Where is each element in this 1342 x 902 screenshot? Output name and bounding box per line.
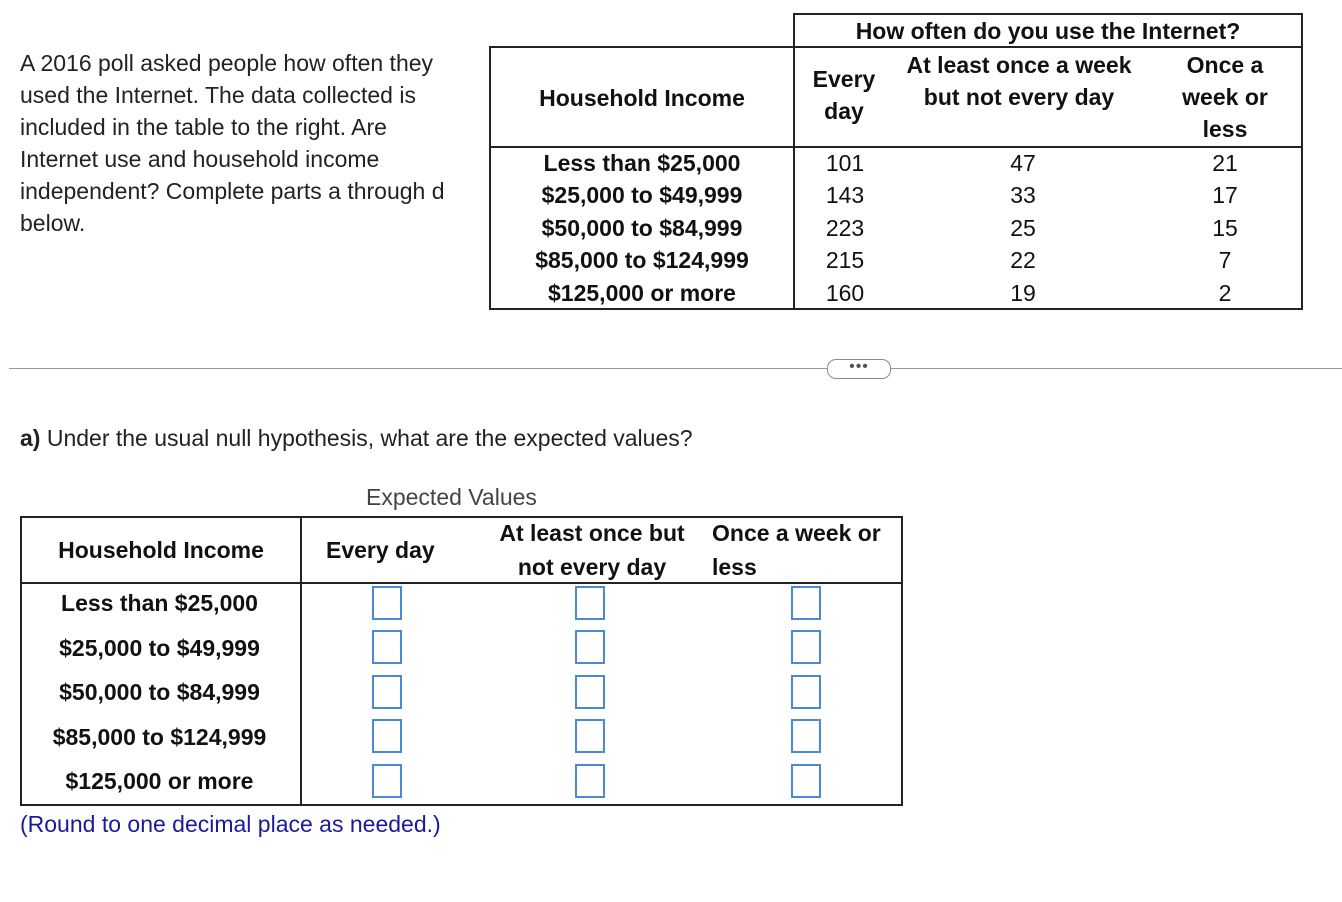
observed-col-rarely: Once a week or less xyxy=(1182,52,1268,142)
observed-row-label: $125,000 or more xyxy=(548,280,736,306)
expected-row-label: $125,000 or more xyxy=(65,768,254,794)
observed-value: 215 xyxy=(825,247,865,273)
expected-input-every-day[interactable] xyxy=(372,630,402,664)
expected-input-every-day[interactable] xyxy=(372,675,402,709)
observed-value: 33 xyxy=(1010,182,1036,208)
expand-more-button[interactable]: ••• xyxy=(827,359,891,379)
expected-input-weekly[interactable] xyxy=(575,675,605,709)
expected-row-header: Household Income xyxy=(58,537,264,563)
observed-value: 223 xyxy=(825,215,865,241)
expected-input-every-day[interactable] xyxy=(372,719,402,753)
expected-input-weekly[interactable] xyxy=(575,719,605,753)
expected-input-weekly[interactable] xyxy=(575,586,605,620)
part-a-question xyxy=(20,425,693,452)
observed-row-label: $25,000 to $49,999 xyxy=(541,182,743,208)
observed-value: 15 xyxy=(1212,215,1238,241)
observed-col-weekly: At least once a week but not every day xyxy=(906,52,1132,110)
observed-row-label: Less than $25,000 xyxy=(543,150,741,176)
expected-row-label: $25,000 to $49,999 xyxy=(59,635,260,661)
observed-col-every-day: Every day xyxy=(812,66,876,124)
observed-value: 2 xyxy=(1218,280,1232,306)
observed-value: 47 xyxy=(1010,150,1036,176)
expected-input-every-day[interactable] xyxy=(372,586,402,620)
expected-col-weekly: At least once but not every day xyxy=(499,520,685,580)
expected-input-weekly[interactable] xyxy=(575,630,605,664)
expected-col-every-day: Every day xyxy=(326,537,435,563)
expected-values-caption: Expected Values xyxy=(366,484,537,510)
part-a-text: Under the usual null hypothesis, what are the expected values? xyxy=(46,425,693,451)
expected-input-rarely[interactable] xyxy=(791,764,821,798)
expected-row-label: $50,000 to $84,999 xyxy=(59,679,260,705)
observed-row-header: Household Income xyxy=(539,85,745,111)
expected-input-rarely[interactable] xyxy=(791,719,821,753)
expected-row-label: $85,000 to $124,999 xyxy=(52,724,267,750)
observed-data-table xyxy=(489,13,1303,310)
observed-value: 25 xyxy=(1010,215,1036,241)
expected-input-rarely[interactable] xyxy=(791,586,821,620)
observed-value: 101 xyxy=(825,150,865,176)
expected-input-every-day[interactable] xyxy=(372,764,402,798)
observed-row-label: $50,000 to $84,999 xyxy=(541,215,743,241)
expected-input-weekly[interactable] xyxy=(575,764,605,798)
expected-row-label: Less than $25,000 xyxy=(61,590,258,616)
expected-input-rarely[interactable] xyxy=(791,675,821,709)
observed-value: 17 xyxy=(1212,182,1238,208)
observed-value: 21 xyxy=(1212,150,1238,176)
rounding-note: (Round to one decimal place as needed.) xyxy=(20,811,441,837)
observed-value: 19 xyxy=(1010,280,1036,306)
internet-use-super-header: How often do you use the Internet? xyxy=(855,18,1241,44)
observed-value: 7 xyxy=(1218,247,1232,273)
section-divider xyxy=(9,368,1342,369)
observed-value: 160 xyxy=(825,280,865,306)
observed-row-label: $85,000 to $124,999 xyxy=(535,247,749,273)
part-a-label: a) xyxy=(20,425,41,451)
observed-value: 22 xyxy=(1010,247,1036,273)
expected-values-table xyxy=(20,516,903,806)
problem-intro: A 2016 poll asked people how often they used the Internet. The data collected is included in the table to the right. Are Internet use and household income independent? Complete parts a through d below. xyxy=(20,50,445,236)
expected-input-rarely[interactable] xyxy=(791,630,821,664)
observed-value: 143 xyxy=(825,182,865,208)
expected-col-rarely: Once a week or less xyxy=(712,520,881,580)
